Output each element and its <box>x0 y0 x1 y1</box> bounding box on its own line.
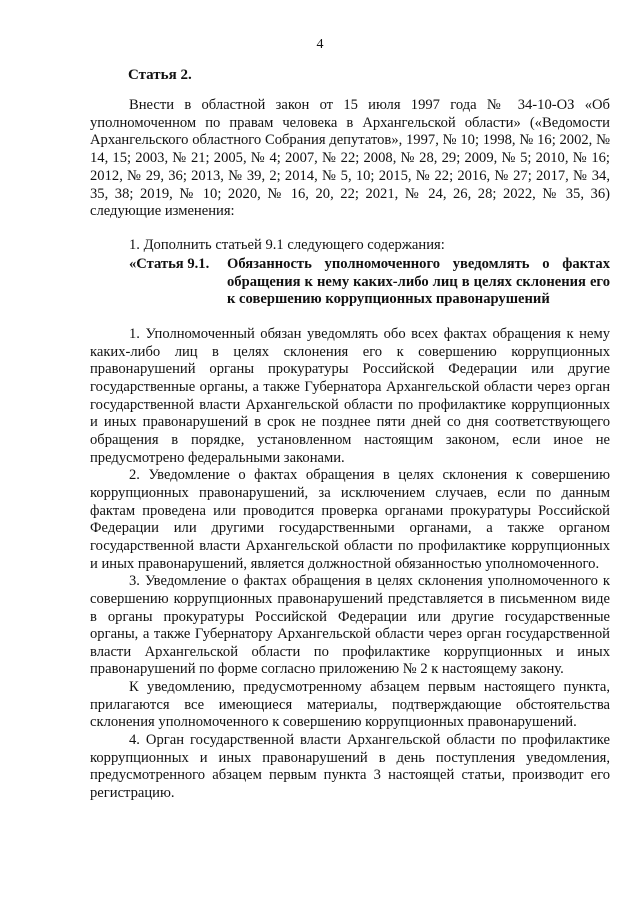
paragraph-2: 2. Уведомление о фактах обращения в целях склонения к совершению коррупционных правонарушений, за исключением случаев, если по данным фактам проведена или проводится проверка органами прокуратуры Российской Федерации или другими государственными органами, а также органом государственной власти Архангельской области по профилактике коррупционных и иных правонарушений, является должностной обязанностью уполномоченного. <box>90 467 610 572</box>
new-article-number: «Статья 9.1. <box>129 256 210 272</box>
article-body <box>90 326 610 803</box>
paragraph-4: 4. Орган государственной власти Архангельской области по профилактике коррупционных и иных правонарушений в день поступления уведомления, предусмотренного абзацем первым пункта 3 настоящей статьи, производит его регистрацию. <box>90 732 610 802</box>
article-heading: Статья 2. <box>128 67 192 83</box>
page-number: 4 <box>316 37 324 52</box>
paragraph-3-subparagraph: К уведомлению, предусмотренному абзацем первым настоящего пункта, прилагаются все имеющиеся материалы, подтверждающие обстоятельства склонения уполномоченного к совершению коррупционных правонарушений. <box>90 679 610 731</box>
new-article-heading <box>129 256 610 309</box>
intro-paragraph: Внести в областной закон от 15 июля 1997 года № 34-10-ОЗ «Об уполномоченном по правам человека в Архангельской области» («Ведомости Архангельского областного Собрания депутатов», 1997, № 10; 1998, № 16; 2002, № 14, 15; 2003, № 21; 2005, № 4; 2007, № 22; 2008, № 28, 29; 2009, № 5; 2010, № 16; 2012, № 29, 36; 2013, № 39, 2; 2014, № 5, 10; 2015, № 22; 2016, № 27; 2017, № 34, 35, 38; 2019, № 10; 2020, № 16, 20, 22; 2021, № 24, 26, 28; 2022, № 35, 36) следующие изменения: <box>90 97 610 220</box>
new-article-title: Обязанность уполномоченного уведомлять о фактах обращения к нему каких-либо лиц в целях склонения его к совершению коррупционных правонарушений <box>227 256 610 308</box>
paragraph-3: 3. Уведомление о фактах обращения в целях склонения уполномоченного к совершению коррупционных правонарушений представляется в письменном виде в органы прокуратуры Российской Федерации или другие государственные органы, а также Губернатору Архангельской области через орган государственной власти Архангельской области по профилактике коррупционных и иных правонарушений по форме согласно приложению № 2 к настоящему закону. <box>90 573 610 678</box>
amendment-item-1: 1. Дополнить статьей 9.1 следующего содержания: <box>129 237 445 253</box>
paragraph-1: 1. Уполномоченный обязан уведомлять обо всех фактах обращения к нему каких-либо лиц в целях склонения его к совершению коррупционных правонарушений органы прокуратуры Российской Федерации или другие государственные органы, а также Губернатора Архангельской области через орган государственной власти Архангельской области по профилактике коррупционных и иных правонарушений в срок не позднее пяти дней со дня соответствующего обращения в порядке, установленном настоящим законом, если иное не предусмотрено федеральными законами. <box>90 326 610 466</box>
